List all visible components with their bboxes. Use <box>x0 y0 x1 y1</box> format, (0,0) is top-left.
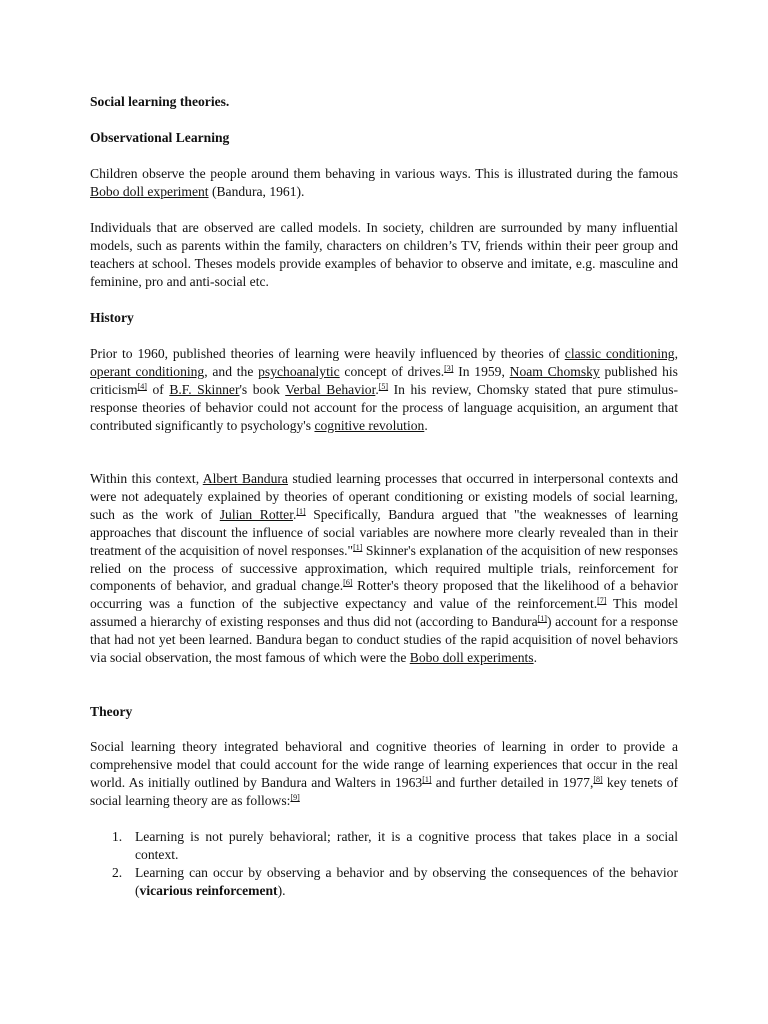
text-run: In 1959, <box>453 363 510 379</box>
paragraph-observation-intro <box>90 165 678 201</box>
paragraph-models: Individuals that are observed are called models. In society, children are surrounded by many influential models, such as parents within the family, characters on children’s TV, friends within their peer group and teachers at school. Theses models provide examples of behavior to observe and imitate, e.g. masculine and feminine, pro and anti-social etc. <box>90 220 678 289</box>
list-item-text: ). <box>277 882 286 898</box>
link-classic-conditioning[interactable]: classic conditioning <box>564 346 675 361</box>
citation-1[interactable]: [1] <box>353 542 363 552</box>
citation-1[interactable]: [1] <box>422 774 432 784</box>
list-item-text: Learning is not purely behavioral; rather, it is a cognitive process that takes place in a social context. <box>135 829 678 862</box>
paragraph-theory <box>90 738 678 810</box>
link-bobo-doll-experiments[interactable]: Bobo doll experiments <box>409 650 534 666</box>
text-run: . <box>424 417 428 433</box>
text-run: In his review, Chomsky stated that pure stimulus-response theories of behavior could not account for the process of language acquisition, an argument that contributed significantly to psychology's <box>90 381 679 433</box>
text-run: (Bandura, 1961). <box>208 183 305 199</box>
text-run: Prior to 1960, published theories of learning were heavily influenced by theories of <box>90 346 565 361</box>
text-run: Specifically, Bandura argued that "the weaknesses of learning approaches that discount the influence of social variables are nowhere more clearly revealed than in their treatment of the acquisition of novel responses." <box>90 506 678 558</box>
text-run: and further detailed in 1977, <box>431 774 594 790</box>
heading-history: History <box>90 310 134 325</box>
citation-3[interactable]: [3] <box>444 363 454 373</box>
text-run: key tenets of social learning theory are as follows: <box>90 774 678 808</box>
text-run: , <box>674 346 678 361</box>
text-run: This model assumed a hierarchy of existing responses and thus did not (according to Bandura <box>90 596 678 630</box>
term-vicarious-reinforcement: vicarious reinforcement <box>139 882 278 898</box>
text-run: Skinner's explanation of the acquisition of new responses relied on the process of successive approximation, which required multiple trials, reinforcement for components of behavior, and gradual change. <box>90 542 678 594</box>
link-bf-skinner[interactable]: B.F. Skinner <box>169 381 240 397</box>
text-run: . <box>375 381 379 397</box>
text-run: published his criticism <box>90 363 678 397</box>
citation-9[interactable]: [9] <box>290 792 300 802</box>
paragraph-history-2 <box>90 470 678 667</box>
citation-4[interactable]: [4] <box>137 381 147 391</box>
text-run: ) account for a response that had not yet been learned. Bandura began to conduct studies of the rapid acquisition of novel behaviors via social observation, the most famous of which were the <box>90 614 678 666</box>
text-run: concept of drives. <box>339 363 445 379</box>
doc-title: Social learning theories. <box>90 94 230 109</box>
heading-observational-learning: Observational Learning <box>90 130 230 145</box>
text-run: studied learning processes that occurred in interpersonal contexts and were not adequately explained by theories of operant conditioning or existing models of social learning, such as the work of <box>90 471 678 522</box>
text-run: . <box>292 506 297 522</box>
link-julian-rotter[interactable]: Julian Rotter <box>219 506 293 522</box>
link-operant-conditioning[interactable]: operant conditioning <box>90 363 205 379</box>
text-run: Children observe the people around them behaving in various ways. This is illustrated during the famous <box>90 166 678 181</box>
list-item <box>90 828 678 864</box>
link-noam-chomsky[interactable]: Noam Chomsky <box>509 363 600 379</box>
citation-1[interactable]: [1] <box>296 506 306 516</box>
text-run: of <box>146 381 170 397</box>
link-bobo-doll-experiment[interactable]: Bobo doll experiment <box>90 183 209 199</box>
heading-theory: Theory <box>90 704 133 719</box>
text-run: , and the <box>204 363 259 379</box>
citation-8[interactable]: [8] <box>593 774 603 784</box>
link-cognitive-revolution[interactable]: cognitive revolution <box>314 417 425 433</box>
text-run: Social learning theory integrated behavioral and cognitive theories of learning in order to provide a comprehensive model that could account for the wide range of learning experiences that occur in the real world. As initially outlined by Bandura and Walters in 1963 <box>90 739 678 790</box>
text-run: Rotter's theory proposed that the likelihood of a behavior occurring was a function of the subjective expectancy and value of the reinforcement. <box>90 578 678 612</box>
link-albert-bandura[interactable]: Albert Bandura <box>202 471 288 486</box>
citation-6[interactable]: [6] <box>343 578 353 588</box>
link-psychoanalytic[interactable]: psychoanalytic <box>258 363 340 379</box>
text-run: Within this context, <box>90 471 203 486</box>
list-number: 2. <box>112 864 123 880</box>
citation-1[interactable]: [1] <box>537 614 547 624</box>
paragraph-history-1 <box>90 345 678 435</box>
citation-7[interactable]: [7] <box>597 596 607 606</box>
tenets-list <box>90 828 678 900</box>
list-number: 1. <box>112 829 123 844</box>
list-item-text: Learning can occur by observing a behavior and by observing the consequences of the behavior ( <box>135 864 678 898</box>
text-run: 's book <box>239 381 286 397</box>
link-verbal-behavior[interactable]: Verbal Behavior <box>285 381 376 397</box>
list-item <box>90 864 678 900</box>
citation-5[interactable]: [5] <box>378 381 389 391</box>
text-run: . <box>533 650 537 666</box>
